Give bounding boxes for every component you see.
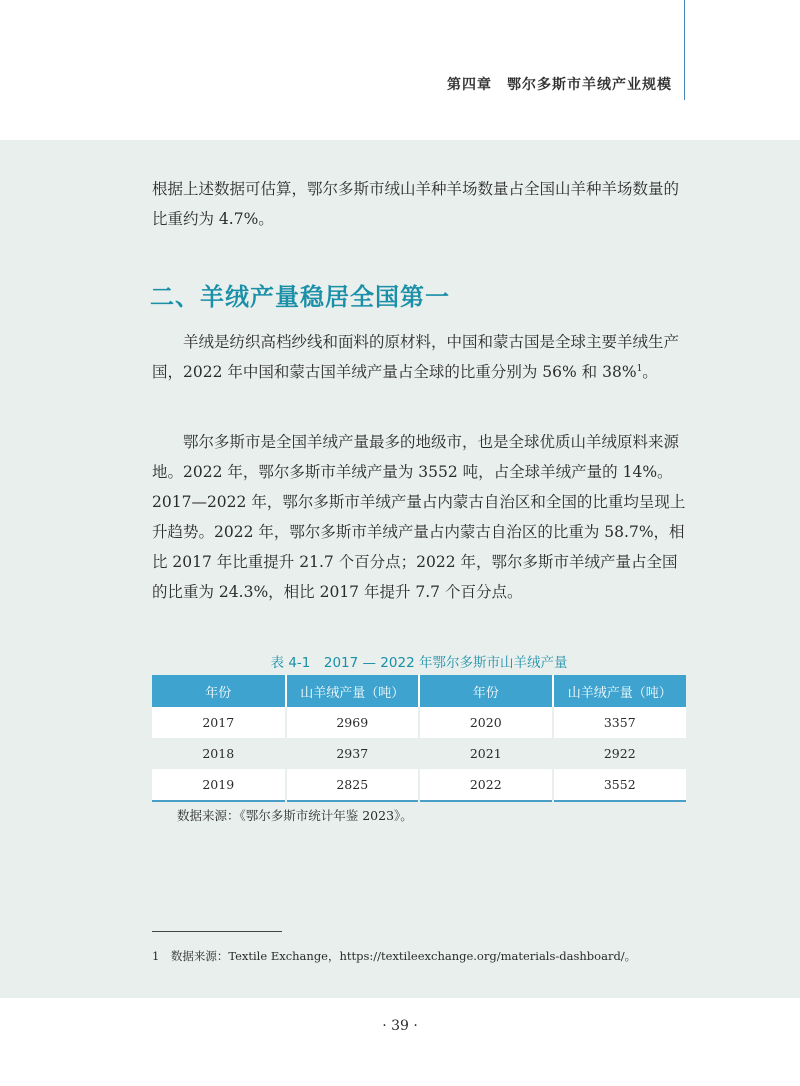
footnote-rule xyxy=(152,931,282,932)
col-output-2: 山羊绒产量（吨） xyxy=(553,675,687,707)
production-table xyxy=(152,675,686,802)
section-heading: 二、羊绒产量稳居全国第一 xyxy=(150,283,450,311)
table-cell: 3552 xyxy=(553,769,687,801)
table-cell: 2022 xyxy=(419,769,553,801)
paragraph-3: 鄂尔多斯市是全国羊绒产量最多的地级市，也是全球优质山羊绒原料来源地。2022 年，鄂尔多斯市羊绒产量为 3552 吨，占全球羊绒产量的 14%。2017—2022 年，鄂尔多斯市羊绒产量占内蒙古自治区和全国的比重均呈现上升趋势。2022 年，鄂尔多斯市羊绒产量占内蒙古自治区的比重为 58.7%，相比 2017 年比重提升 21.7 个百分点；2022 年，鄂尔多斯市羊绒产量占全国的比重为 24.3%，相比 2017 年提升 7.7 个百分点。 xyxy=(152,433,686,601)
table-row xyxy=(152,769,686,801)
paragraph-2 xyxy=(152,327,687,387)
chapter-title: 第四章 鄂尔多斯市羊绒产业规模 xyxy=(447,77,672,93)
table-cell: 2018 xyxy=(152,738,286,769)
footnote-ref[interactable]: 1 xyxy=(636,363,643,374)
table-source: 数据来源：《鄂尔多斯市统计年鉴 2023》。 xyxy=(177,808,413,823)
footnote: 1 数据来源：Textile Exchange，https://textileexchange.org/materials-dashboard/。 xyxy=(152,949,637,963)
table-row xyxy=(152,707,686,738)
table-header-row xyxy=(152,675,686,707)
table-cell: 3357 xyxy=(553,707,687,738)
page-number: · 39 · xyxy=(382,1018,418,1034)
table-cell: 2937 xyxy=(286,738,420,769)
table-caption: 表 4-1 2017 — 2022 年鄂尔多斯市山羊绒产量 xyxy=(270,655,568,671)
table-cell: 2922 xyxy=(553,738,687,769)
table-cell: 2825 xyxy=(286,769,420,801)
paragraph-1: 根据上述数据可估算，鄂尔多斯市绒山羊种羊场数量占全国山羊种羊场数量的比重约为 4.7%。 xyxy=(152,180,680,228)
paragraph-2-end: 。 xyxy=(642,363,658,381)
table-cell: 2969 xyxy=(286,707,420,738)
table-row xyxy=(152,738,686,769)
table-cell: 2019 xyxy=(152,769,286,801)
header-rule xyxy=(684,0,685,100)
table-cell: 2020 xyxy=(419,707,553,738)
col-year-2: 年份 xyxy=(419,675,553,707)
col-year-1: 年份 xyxy=(152,675,286,707)
table-cell: 2017 xyxy=(152,707,286,738)
paragraph-2-text: 羊绒是纺织高档纱线和面料的原材料，中国和蒙古国是全球主要羊绒生产国，2022 年中国和蒙古国羊绒产量占全球的比重分别为 56% 和 38% xyxy=(152,333,680,381)
table-cell: 2021 xyxy=(419,738,553,769)
col-output-1: 山羊绒产量（吨） xyxy=(286,675,420,707)
